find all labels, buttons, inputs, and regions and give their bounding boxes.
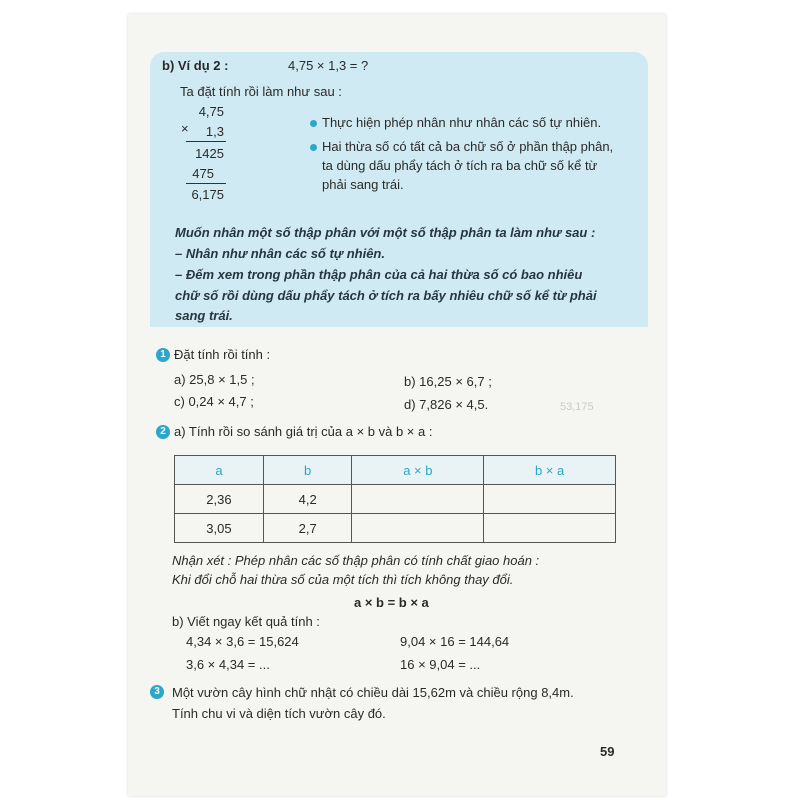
bullet-text-1: Thực hiện phép nhân như nhân các số tự nhiên. bbox=[322, 115, 602, 130]
table-cell: 3,05 bbox=[175, 514, 264, 543]
calc-result: 6,175 bbox=[191, 187, 224, 202]
ex2-formula: a × b = b × a bbox=[354, 595, 429, 610]
bullet-text-3: ta dùng dấu phẩy tách ở tích ra ba chữ số kể từ bbox=[322, 158, 598, 173]
calc-partial-1: 1425 bbox=[195, 146, 224, 161]
ex2-remark-1: Nhận xét : Phép nhân các số thập phân có tính chất giao hoán : bbox=[172, 553, 540, 568]
rule-line-4: chữ số rồi dùng dấu phẩy tách ở tích ra bấy nhiêu chữ số kể từ phải bbox=[175, 288, 597, 303]
exercise-number-3: 3 bbox=[150, 685, 164, 699]
table-header-row bbox=[175, 456, 616, 485]
table-header-a: a bbox=[175, 456, 264, 485]
table-cell: 2,7 bbox=[263, 514, 352, 543]
ex2-calc-3: 3,6 × 4,34 = ... bbox=[186, 657, 270, 672]
exercise-number-1: 1 bbox=[156, 348, 170, 362]
table-header-bxa: b × a bbox=[484, 456, 616, 485]
ex1-a: a) 25,8 × 1,5 ; bbox=[174, 372, 255, 387]
rule-line-2: – Nhân như nhân các số tự nhiên. bbox=[175, 246, 385, 261]
table-header-b: b bbox=[263, 456, 352, 485]
table-header-axb: a × b bbox=[352, 456, 484, 485]
table-row bbox=[175, 514, 616, 543]
bullet-dot bbox=[310, 120, 317, 127]
table-cell: 2,36 bbox=[175, 485, 264, 514]
example-heading: b) Ví dụ 2 : bbox=[162, 58, 229, 73]
ex2-remark-2: Khi đổi chỗ hai thừa số của một tích thì tích không thay đổi. bbox=[172, 572, 514, 587]
calc-partial-2: 475 bbox=[192, 166, 214, 181]
table-cell bbox=[352, 485, 484, 514]
bullet-text-2: Hai thừa số có tất cả ba chữ số ở phần thập phân, bbox=[322, 139, 614, 154]
ex2-calc-2: 9,04 × 16 = 144,64 bbox=[400, 634, 510, 649]
ex1-title: Đặt tính rồi tính : bbox=[174, 347, 271, 362]
table-row bbox=[175, 485, 616, 514]
rule-line-1: Muốn nhân một số thập phân với một số thập phân ta làm như sau : bbox=[175, 225, 596, 240]
ab-table bbox=[174, 455, 616, 543]
bullet-text-4: phải sang trái. bbox=[322, 177, 404, 192]
bullet-dot bbox=[310, 144, 317, 151]
table-cell bbox=[352, 514, 484, 543]
exercise-number-2: 2 bbox=[156, 425, 170, 439]
ex3-line-1: Một vườn cây hình chữ nhật có chiều dài 15,62m và chiều rộng 8,4m. bbox=[172, 685, 574, 700]
table-cell bbox=[484, 485, 616, 514]
ex1-d: d) 7,826 × 4,5. bbox=[404, 397, 489, 412]
calc-times-sign: × bbox=[181, 121, 189, 136]
ex1-c: c) 0,24 × 4,7 ; bbox=[174, 394, 254, 409]
ex2-title: a) Tính rồi so sánh giá trị của a × b và b × a : bbox=[174, 424, 433, 439]
calc-multiplicand: 4,75 bbox=[198, 104, 224, 119]
calc-rule-2 bbox=[186, 183, 226, 184]
table-cell: 4,2 bbox=[263, 485, 352, 514]
rule-line-3: – Đếm xem trong phần thập phân của cả hai thừa số có bao nhiêu bbox=[175, 267, 583, 282]
example-expression: 4,75 × 1,3 = ? bbox=[288, 58, 369, 73]
table-cell bbox=[484, 514, 616, 543]
ex2-partb: b) Viết ngay kết quả tính : bbox=[172, 614, 320, 629]
ex1-b: b) 16,25 × 6,7 ; bbox=[404, 374, 492, 389]
ex3-line-2: Tính chu vi và diện tích vườn cây đó. bbox=[172, 706, 386, 721]
bleed-through-text: 53,175 bbox=[560, 401, 594, 413]
calc-multiplier: 1,3 bbox=[205, 124, 224, 139]
ex2-calc-1: 4,34 × 3,6 = 15,624 bbox=[186, 634, 299, 649]
example-intro: Ta đặt tính rồi làm như sau : bbox=[180, 84, 342, 99]
ex2-calc-4: 16 × 9,04 = ... bbox=[400, 657, 481, 672]
rule-line-5: sang trái. bbox=[175, 308, 233, 323]
page-number: 59 bbox=[600, 744, 615, 759]
calc-rule-1 bbox=[186, 141, 226, 142]
